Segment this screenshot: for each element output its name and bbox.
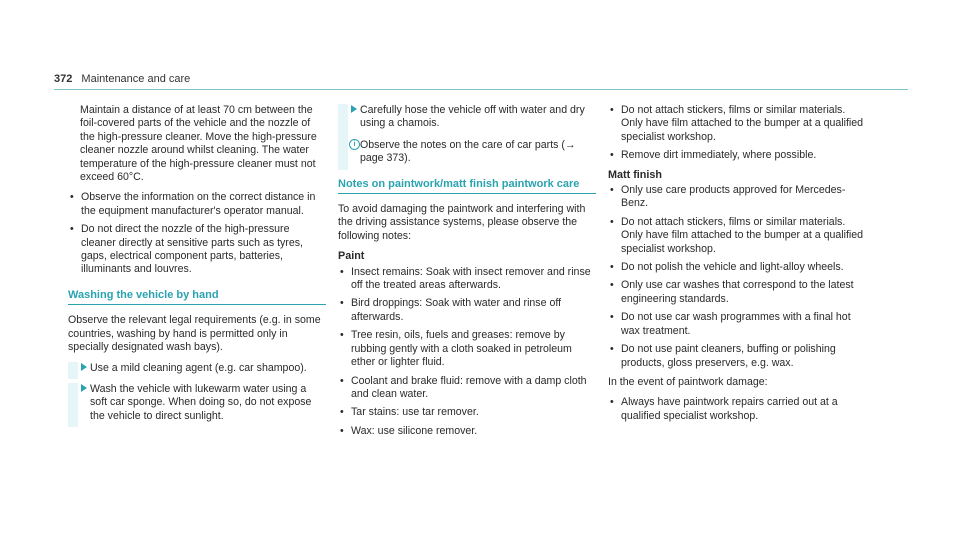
list-item: • Tree resin, oils, fuels and greases: remove by rubbing gently with a cloth soaked in petroleum ether or lighter fluid.	[338, 329, 596, 369]
info-icon: i	[349, 139, 360, 150]
bullet-list	[68, 191, 326, 276]
section-heading-paintwork-care: Notes on paintwork/matt finish paintwork care	[338, 178, 596, 194]
info-note	[338, 139, 596, 166]
column-3	[608, 104, 866, 429]
arrow-right-icon	[81, 363, 87, 371]
intro-paragraph: Maintain a distance of at least 70 cm between the foil-covered parts of the vehicle and the nozzle of the high-pressure cleaner. Move the high-pressure cleaner nozzle around whilst cleaning. The water temperature of the high-pressure cleaner must not exceed 60°C.	[80, 104, 317, 184]
step-bar	[68, 362, 78, 379]
page-header	[54, 73, 190, 85]
paragraph: In the event of paintwork damage:	[608, 375, 768, 388]
list-item: • Do not use car wash programmes with a final hot wax treatment.	[608, 311, 866, 338]
list-item: • Only use care products approved for Mercedes-Benz.	[608, 184, 866, 211]
instruction-step	[68, 362, 326, 375]
section-title: Maintenance and care	[81, 73, 191, 85]
list-item: • Do not attach stickers, films or similar materials. Only have film attached to the bumper at a qualified specialist workshop.	[608, 216, 866, 256]
bullet-list	[608, 184, 866, 370]
step-text: Use a mild cleaning agent (e.g. car shampoo).	[90, 361, 307, 374]
list-item: • Do not use paint cleaners, buffing or polishing products, gloss preservers, e.g. wax.	[608, 343, 866, 370]
instruction-step	[68, 383, 326, 423]
bullet-list	[338, 266, 596, 438]
page-number: 372	[54, 73, 73, 85]
bullet-list	[608, 396, 866, 423]
note-bar	[338, 131, 348, 170]
bullet-list	[608, 104, 866, 163]
arrow-right-icon	[351, 105, 357, 113]
list-item: • Coolant and brake fluid: remove with a damp cloth and clean water.	[338, 375, 596, 402]
list-item: • Always have paintwork repairs carried out at a qualified specialist workshop.	[608, 396, 866, 423]
subheading-matt-finish: Matt finish	[608, 168, 662, 181]
header-divider	[54, 89, 908, 90]
list-item: • Wax: use silicone remover.	[338, 425, 596, 438]
paragraph: Observe the relevant legal requirements (e.g. in some countries, washing by hand is permitted only in specially designated wash bays).	[68, 314, 321, 354]
list-item: • Observe the information on the correct distance in the equipment manufacturer's operator manual.	[68, 191, 326, 218]
list-item: • Tar stains: use tar remover.	[338, 406, 596, 419]
instruction-step	[338, 104, 596, 131]
list-item: • Remove dirt immediately, where possible.	[608, 149, 866, 162]
list-item: • Only use car washes that correspond to the latest engineering standards.	[608, 279, 866, 306]
list-item: • Do not polish the vehicle and light-alloy wheels.	[608, 261, 866, 274]
subheading-paint: Paint	[338, 250, 365, 263]
list-item: • Insect remains: Soak with insect remover and rinse off the treated areas afterwards.	[338, 266, 596, 293]
step-text: Carefully hose the vehicle off with water and dry using a chamois.	[360, 104, 585, 130]
note-text[interactable]: Observe the notes on the care of car parts (→ page 373).	[360, 138, 576, 165]
column-2	[338, 104, 596, 444]
list-item: • Do not attach stickers, films or similar materials. Only have film attached to the bumper at a qualified specialist workshop.	[608, 104, 866, 144]
column-1	[68, 104, 326, 431]
list-item: • Bird droppings: Soak with water and rinse off afterwards.	[338, 297, 596, 324]
section-heading-washing-by-hand: Washing the vehicle by hand	[68, 289, 326, 305]
step-bar	[68, 383, 78, 427]
step-text: Wash the vehicle with lukewarm water using a soft car sponge. When doing so, do not expose the vehicle to direct sunlight.	[90, 382, 312, 422]
list-item: • Do not direct the nozzle of the high-pressure cleaner directly at sensitive parts such as tyres, gaps, electrical component parts, batteries, illuminants and louvres.	[68, 223, 326, 277]
arrow-right-icon	[81, 384, 87, 392]
paragraph: To avoid damaging the paintwork and interfering with the driving assistance systems, please observe the following notes:	[338, 203, 586, 242]
